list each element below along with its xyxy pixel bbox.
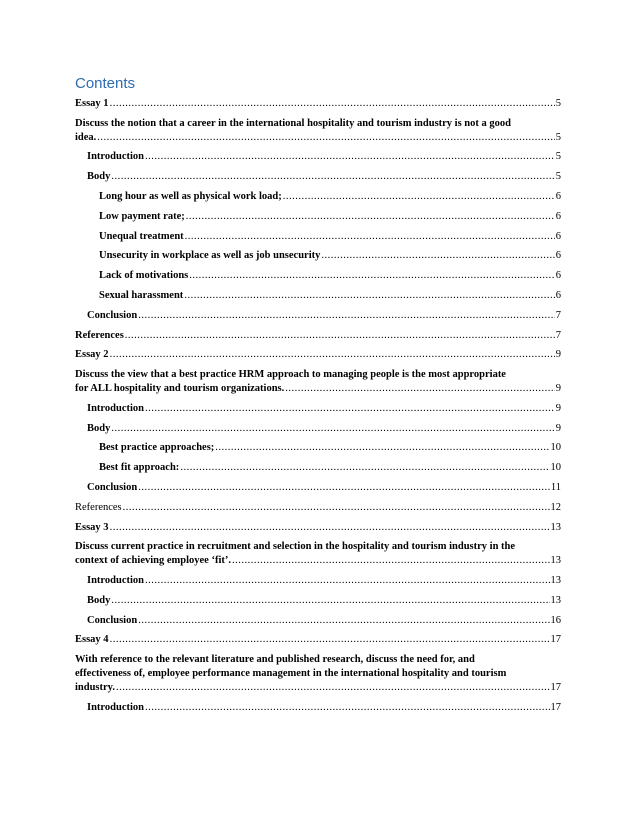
toc-entry-label: Conclusion — [87, 614, 138, 626]
dot-leader — [125, 329, 555, 343]
toc-page-number: 6 — [555, 230, 561, 242]
toc-entry-label: References — [75, 501, 122, 513]
toc-page-number: 7 — [555, 329, 561, 341]
dot-leader — [97, 131, 554, 145]
toc-entry-label: Essay 4 — [75, 634, 109, 646]
toc-entry-text-line: effectiveness of, employee performance management in the international hospitality and tourism — [75, 667, 507, 679]
dot-leader — [116, 681, 550, 695]
toc-entry[interactable] — [75, 481, 561, 495]
toc-entry-label: Essay 3 — [75, 521, 109, 533]
table-of-contents — [75, 97, 561, 720]
toc-entry-label: Lack of motivations — [99, 270, 189, 282]
toc-entry[interactable] — [75, 210, 561, 224]
toc-entry[interactable] — [75, 422, 561, 436]
toc-entry[interactable] — [75, 614, 561, 628]
toc-entry-label: Sexual harassment — [99, 289, 184, 301]
toc-entry[interactable] — [75, 574, 561, 588]
toc-entry-label: context of achieving employee ‘fit’. — [75, 555, 231, 567]
dot-leader — [145, 574, 550, 588]
toc-heading: Contents — [75, 75, 136, 92]
dot-leader — [123, 501, 550, 515]
dot-leader — [189, 269, 555, 283]
toc-page-number: 6 — [555, 210, 561, 222]
toc-entry-label: References — [75, 329, 124, 341]
toc-entry-label: Low payment rate; — [99, 210, 185, 222]
toc-entry[interactable] — [75, 309, 561, 323]
toc-entry[interactable] — [75, 594, 561, 608]
dot-leader — [321, 249, 554, 263]
toc-page-number: 13 — [550, 555, 561, 567]
toc-entry[interactable] — [75, 97, 561, 111]
toc-entry-label: Unequal treatment — [99, 230, 184, 242]
toc-entry[interactable] — [75, 441, 561, 455]
toc-entry[interactable] — [75, 368, 561, 396]
toc-entry-label: Introduction — [87, 151, 144, 163]
toc-entry-text-line: Discuss the notion that a career in the international hospitality and tourism industry is not a good — [75, 117, 511, 129]
dot-leader — [111, 422, 554, 436]
toc-entry[interactable] — [75, 117, 561, 145]
toc-entry-label: Introduction — [87, 402, 144, 414]
dot-leader — [110, 633, 550, 647]
toc-entry[interactable] — [75, 150, 561, 164]
toc-entry-label: Best practice approaches; — [99, 442, 215, 454]
toc-entry[interactable] — [75, 190, 561, 204]
toc-page-number: 10 — [550, 462, 561, 474]
toc-page-number: 12 — [550, 501, 561, 513]
dot-leader — [111, 594, 549, 608]
toc-entry[interactable] — [75, 329, 561, 343]
dot-leader — [110, 348, 555, 362]
dot-leader — [110, 521, 550, 535]
toc-page-number: 9 — [555, 349, 561, 361]
toc-entry-label: industry. — [75, 681, 115, 693]
dot-leader — [285, 382, 554, 396]
toc-entry[interactable] — [75, 653, 561, 694]
dot-leader — [145, 150, 555, 164]
toc-entry-label: Body — [87, 171, 111, 183]
toc-entry-label: Essay 2 — [75, 349, 109, 361]
toc-entry-label: Body — [87, 594, 111, 606]
toc-entry[interactable] — [75, 289, 561, 303]
toc-entry[interactable] — [75, 540, 561, 568]
toc-entry[interactable] — [75, 348, 561, 362]
toc-entry-label: Body — [87, 422, 111, 434]
toc-entry-label: for ALL hospitality and tourism organizations. — [75, 382, 285, 394]
toc-page-number: 11 — [550, 481, 561, 493]
toc-entry-label: idea. — [75, 131, 97, 143]
toc-page-number: 7 — [555, 309, 561, 321]
toc-page-number: 6 — [555, 190, 561, 202]
dot-leader — [185, 230, 555, 244]
dot-leader — [232, 554, 550, 568]
toc-page-number: 5 — [555, 151, 561, 163]
toc-entry[interactable] — [75, 633, 561, 647]
toc-entry[interactable] — [75, 402, 561, 416]
dot-leader — [180, 461, 549, 475]
toc-entry-label: Introduction — [87, 701, 144, 713]
toc-page-number: 6 — [555, 250, 561, 262]
toc-page-number: 10 — [550, 442, 561, 454]
toc-entry[interactable] — [75, 501, 561, 515]
dot-leader — [145, 701, 550, 715]
dot-leader — [138, 481, 550, 495]
dot-leader — [283, 190, 555, 204]
dot-leader — [184, 289, 554, 303]
toc-entry-label: Conclusion — [87, 481, 138, 493]
toc-page-number: 17 — [550, 701, 561, 713]
toc-entry[interactable] — [75, 230, 561, 244]
toc-page-number: 16 — [550, 614, 561, 626]
toc-entry-label: Unsecurity in workplace as well as job unsecurity — [99, 250, 321, 262]
toc-entry[interactable] — [75, 170, 561, 184]
dot-leader — [138, 309, 555, 323]
toc-page-number: 9 — [555, 422, 561, 434]
toc-entry[interactable] — [75, 461, 561, 475]
toc-page-number: 9 — [555, 382, 561, 394]
toc-entry[interactable] — [75, 249, 561, 263]
toc-page-number: 6 — [555, 270, 561, 282]
dot-leader — [145, 402, 555, 416]
toc-entry-text-line: With reference to the relevant literature and published research, discuss the need for, and — [75, 654, 475, 666]
toc-entry[interactable] — [75, 269, 561, 283]
toc-entry-label: Long hour as well as physical work load; — [99, 190, 282, 202]
toc-entry-label: Conclusion — [87, 309, 138, 321]
toc-page-number: 13 — [550, 521, 561, 533]
dot-leader — [138, 614, 549, 628]
toc-page-number: 17 — [550, 681, 561, 693]
toc-entry[interactable] — [75, 521, 561, 535]
toc-entry-label: Introduction — [87, 574, 144, 586]
toc-page-number: 5 — [555, 98, 561, 109]
toc-page-number: 13 — [550, 594, 561, 606]
dot-leader — [110, 97, 555, 111]
toc-entry-label: Essay 1 — [75, 98, 109, 109]
dot-leader — [215, 441, 549, 455]
dot-leader — [186, 210, 555, 224]
toc-entry-text-line: Discuss current practice in recruitment and selection in the hospitality and tourism industry in the — [75, 541, 516, 553]
toc-page-number: 17 — [550, 634, 561, 646]
toc-entry[interactable] — [75, 701, 561, 715]
toc-entry-label: Best fit approach: — [99, 462, 180, 474]
toc-page-number: 13 — [550, 574, 561, 586]
toc-entry-text-line: Discuss the view that a best practice HRM approach to managing people is the most appropriate — [75, 369, 506, 381]
toc-page-number: 9 — [555, 402, 561, 414]
toc-page-number: 6 — [555, 289, 561, 301]
toc-page-number: 5 — [555, 131, 561, 143]
dot-leader — [111, 170, 554, 184]
toc-page-number: 5 — [555, 171, 561, 183]
